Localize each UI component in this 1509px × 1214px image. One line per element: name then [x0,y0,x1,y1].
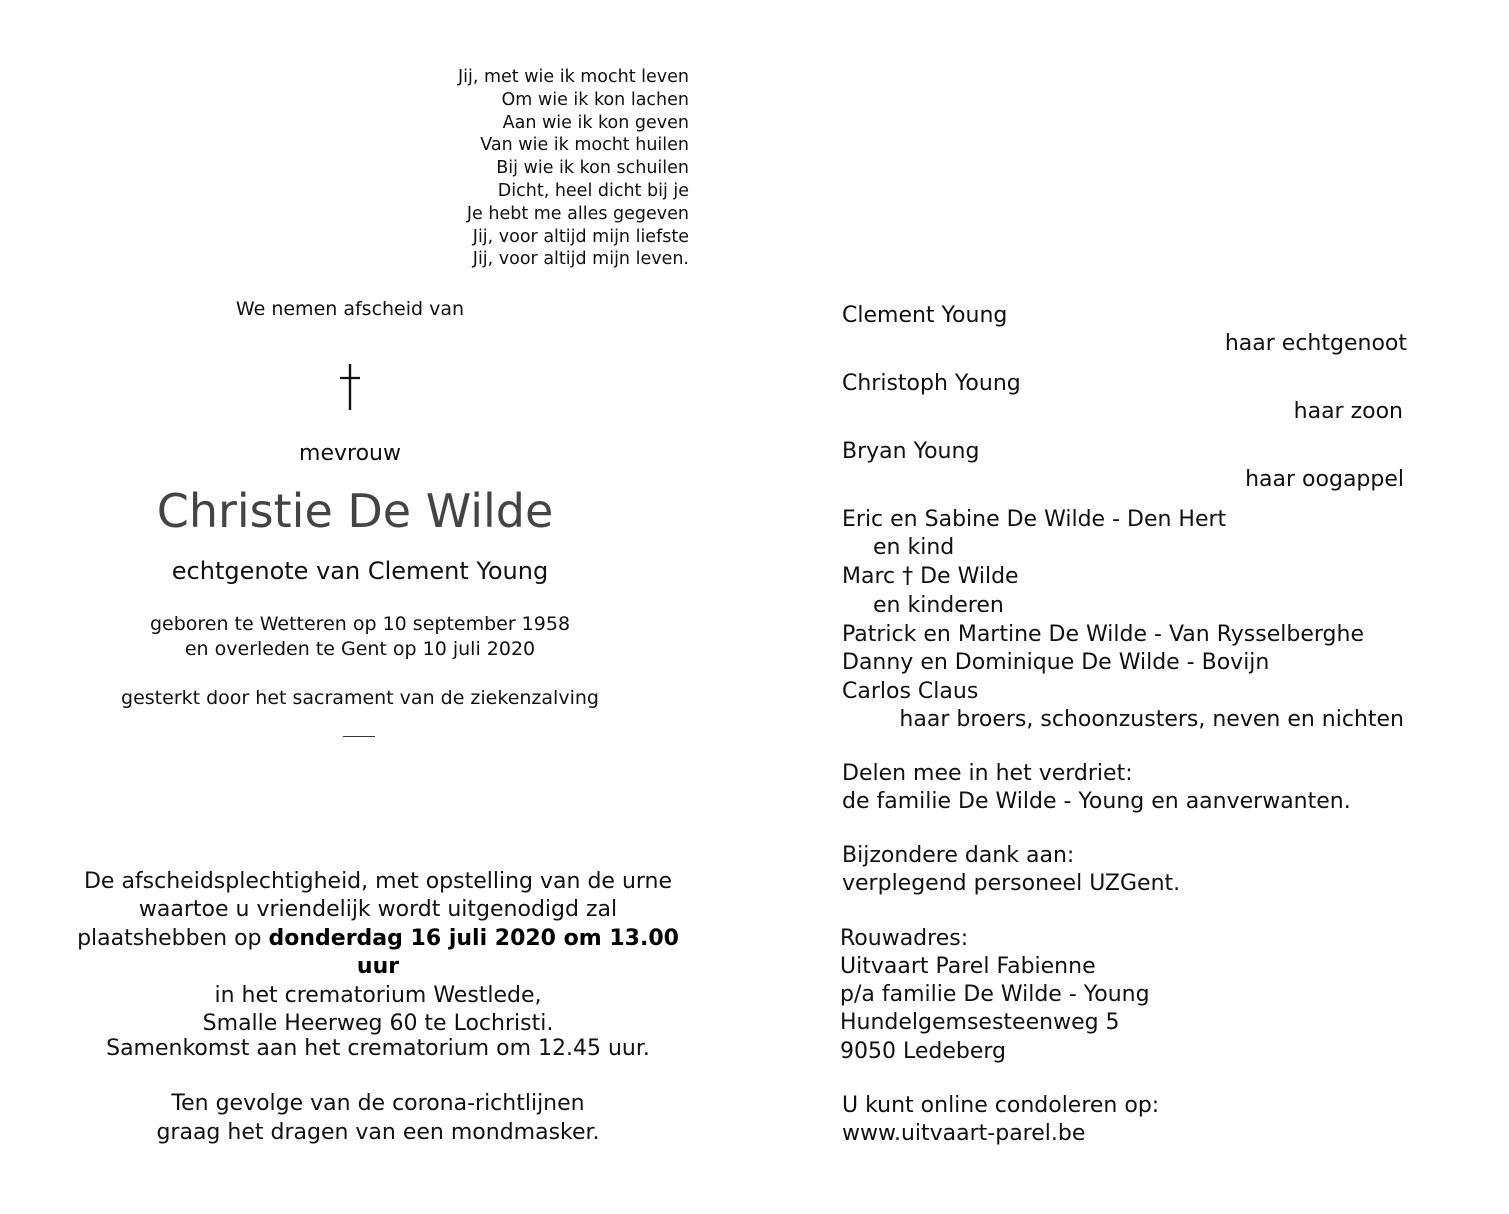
ceremony-line: in het crematorium Westlede, [214,982,542,1008]
gathering-line: Samenkomst aan het crematorium om 12.45 uur. [106,1036,650,1061]
life-dates [40,612,680,662]
family-role: haar echtgenoot [1224,331,1407,356]
family-member-name: Patrick en Martine De Wilde - Van Rysselberghe [842,622,1364,647]
online-line: U kunt online condoleren op: [842,1093,1160,1118]
ceremony-line [58,925,698,982]
family-subline: en kinderen [873,593,1004,618]
condolence-url: www.uitvaart-parel.be [842,1121,1086,1146]
poem-line: Van wie ik mocht huilen [480,135,689,156]
address-line: p/a familie De Wilde - Young [840,982,1150,1007]
ceremony-line: Smalle Heerweg 60 te Lochristi. [202,1011,554,1037]
family-member-name: Christoph Young [842,371,1021,396]
spouse-line: echtgenote van Clement Young [171,557,549,585]
poem-line: Jij, voor altijd mijn leven. [472,249,689,270]
address-line: Hundelgemsesteenweg 5 [840,1010,1120,1035]
birth-line: geboren te Wetteren op 10 september 1958 [149,613,571,635]
poem-line: Je hebt me alles gegeven [466,203,689,224]
farewell-intro: We nemen afscheid van [235,298,465,320]
thanks-line: Bijzondere dank aan: [842,843,1075,868]
sacrament-line: gesterkt door het sacrament van de ziekenzalving [121,687,599,709]
ceremony-details [58,868,698,1038]
ceremony-line: waartoe u vriendelijk wordt uitgenodigd zal [138,897,618,923]
address-line: Rouwadres: [840,926,969,951]
family-member-name: Carlos Claus [842,679,979,704]
address-line: 9050 Ledeberg [840,1039,1007,1064]
latin-cross-icon [335,362,365,412]
poem-line: Om wie ik kon lachen [501,89,689,110]
ceremony-datetime: donderdag 16 juli 2020 om 13.00 uur [268,925,679,980]
corona-line: graag het dragen van een mondmasker. [156,1120,600,1145]
poem-line: Jij, voor altijd mijn liefste [472,226,689,247]
share-line: de familie De Wilde - Young en aanverwanten. [842,789,1351,814]
honorific: mevrouw [299,441,401,466]
family-role: haar broers, schoonzusters, neven en nichten [899,707,1404,732]
death-line: en overleden te Gent op 10 juli 2020 [184,638,536,660]
poem-line: Dicht, heel dicht bij je [497,180,689,201]
ceremony-prefix: plaatshebben op [77,925,269,951]
corona-notice [58,1089,698,1147]
family-member-name: Bryan Young [842,439,980,464]
address-line: Uitvaart Parel Fabienne [840,954,1096,979]
share-line: Delen mee in het verdriet: [842,761,1133,786]
poem [390,66,689,271]
poem-line: Jij, met wie ik mocht leven [457,67,689,87]
thanks-line: verplegend personeel UZGent. [842,871,1181,896]
family-subline: en kind [873,535,955,560]
poem-line: Bij wie ik kon schuilen [496,158,689,179]
family-member-name: Marc † De Wilde [842,564,1019,589]
poem-line: Aan wie ik kon geven [502,112,689,133]
family-member-name: Eric en Sabine De Wilde - Den Hert [842,507,1227,532]
divider [343,736,375,737]
corona-line: Ten gevolge van de corona-richtlijnen [171,1091,585,1116]
deceased-name: Christie De Wilde [156,484,554,538]
family-role: haar zoon [1293,399,1403,424]
family-member-name: Danny en Dominique De Wilde - Bovijn [842,650,1270,675]
family-role: haar oogappel [1245,467,1404,492]
ceremony-line: De afscheidsplechtigheid, met opstelling van de urne [83,869,673,894]
family-member-name: Clement Young [842,303,1008,328]
